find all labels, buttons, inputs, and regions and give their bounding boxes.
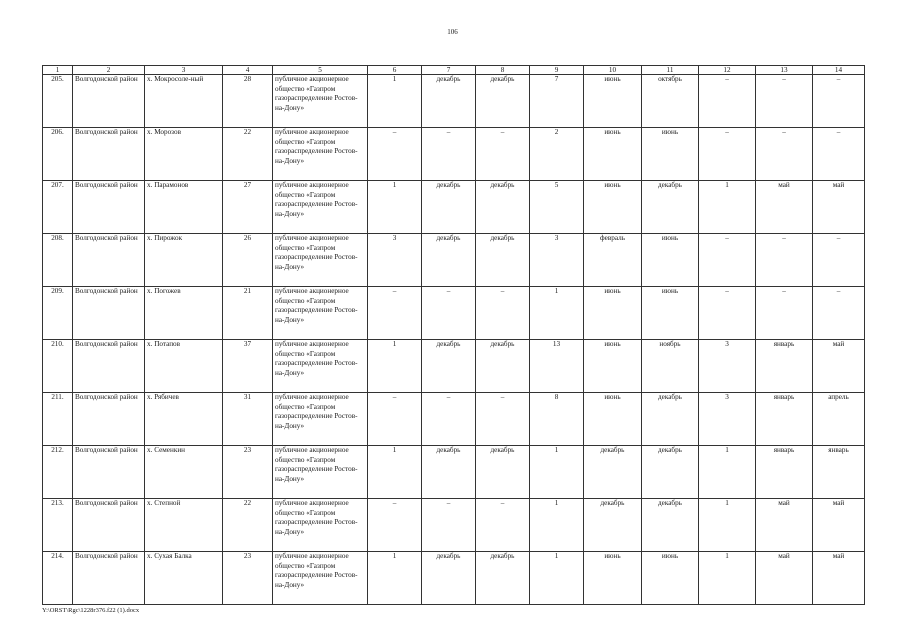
table-cell: 212. — [43, 446, 73, 499]
table-cell: январь — [756, 393, 813, 446]
table-cell: – — [756, 234, 813, 287]
table-cell: июнь — [584, 75, 642, 128]
table-cell: 28 — [223, 75, 273, 128]
table-cell: х. Семенкин — [145, 446, 223, 499]
table-cell: декабрь — [476, 234, 530, 287]
table-cell: 1 — [699, 181, 756, 234]
table-cell: июнь — [584, 181, 642, 234]
table-cell: Волгодонской район — [73, 181, 145, 234]
table-cell: июнь — [642, 234, 699, 287]
table-cell: май — [756, 552, 813, 605]
table-cell: 1 — [368, 340, 422, 393]
table-cell: – — [422, 128, 476, 181]
table-cell: публичное акционерное общество «Газпром газораспределение Ростов-на-Дону» — [273, 552, 368, 605]
table-cell: 3 — [368, 234, 422, 287]
table-cell: май — [756, 499, 813, 552]
table-cell: публичное акционерное общество «Газпром газораспределение Ростов-на-Дону» — [273, 128, 368, 181]
table-cell: 3 — [530, 234, 584, 287]
table-cell: – — [756, 287, 813, 340]
table-cell: публичное акционерное общество «Газпром газораспределение Ростов-на-Дону» — [273, 181, 368, 234]
table-cell: Волгодонской район — [73, 446, 145, 499]
table-cell: х. Степной — [145, 499, 223, 552]
table-cell: декабрь — [422, 340, 476, 393]
file-path-footer: Y:\ORST\Rgc\1228r376.f22 (1).docx — [42, 607, 140, 614]
table-cell: 213. — [43, 499, 73, 552]
table-cell: 1 — [530, 287, 584, 340]
table-row — [43, 552, 865, 605]
column-header: 10 — [584, 66, 642, 75]
table-cell: июнь — [584, 287, 642, 340]
table-cell: – — [699, 234, 756, 287]
table-cell: декабрь — [642, 393, 699, 446]
table-cell: 7 — [530, 75, 584, 128]
table-cell: х. Потапов — [145, 340, 223, 393]
table-cell: январь — [813, 446, 865, 499]
table-cell: май — [813, 499, 865, 552]
table-cell: декабрь — [476, 340, 530, 393]
table-cell: 22 — [223, 128, 273, 181]
table-cell: – — [422, 287, 476, 340]
table-cell: – — [813, 287, 865, 340]
table-cell: июнь — [584, 128, 642, 181]
table-cell: октябрь — [642, 75, 699, 128]
table-row — [43, 287, 865, 340]
table-cell: 1 — [699, 446, 756, 499]
table-cell: публичное акционерное общество «Газпром газораспределение Ростов-на-Дону» — [273, 234, 368, 287]
table-cell: 31 — [223, 393, 273, 446]
table-row — [43, 234, 865, 287]
table-cell: 13 — [530, 340, 584, 393]
table-cell: 1 — [530, 446, 584, 499]
table-cell: январь — [756, 446, 813, 499]
table-cell: декабрь — [642, 446, 699, 499]
column-header: 11 — [642, 66, 699, 75]
column-header: 8 — [476, 66, 530, 75]
table-cell: Волгодонской район — [73, 287, 145, 340]
table-cell: декабрь — [422, 75, 476, 128]
table-cell: май — [813, 552, 865, 605]
column-header: 13 — [756, 66, 813, 75]
table-cell: май — [813, 340, 865, 393]
table-cell: 1 — [368, 552, 422, 605]
table-cell: – — [368, 393, 422, 446]
table-cell: декабрь — [422, 552, 476, 605]
table-cell: – — [476, 287, 530, 340]
table-cell: Волгодонской район — [73, 552, 145, 605]
table-cell: публичное акционерное общество «Газпром газораспределение Ростов-на-Дону» — [273, 499, 368, 552]
table-cell: 26 — [223, 234, 273, 287]
table-cell: декабрь — [422, 234, 476, 287]
table-cell: декабрь — [476, 446, 530, 499]
table-cell: февраль — [584, 234, 642, 287]
table-cell: публичное акционерное общество «Газпром газораспределение Ростов-на-Дону» — [273, 446, 368, 499]
table-cell: – — [422, 393, 476, 446]
column-header: 3 — [145, 66, 223, 75]
column-header: 2 — [73, 66, 145, 75]
table-cell: публичное акционерное общество «Газпром газораспределение Ростов-на-Дону» — [273, 287, 368, 340]
table-row — [43, 181, 865, 234]
table-cell: декабрь — [422, 181, 476, 234]
table-cell: – — [476, 128, 530, 181]
table-cell: июнь — [642, 128, 699, 181]
table-cell: – — [368, 128, 422, 181]
table-row — [43, 393, 865, 446]
table-cell: июнь — [584, 552, 642, 605]
table-cell: июнь — [642, 552, 699, 605]
table-row — [43, 499, 865, 552]
table-cell: декабрь — [476, 181, 530, 234]
table-cell: декабрь — [584, 446, 642, 499]
table-cell: – — [756, 128, 813, 181]
table-cell: 23 — [223, 552, 273, 605]
table-cell: 3 — [699, 340, 756, 393]
table-cell: Волгодонской район — [73, 499, 145, 552]
table-cell: публичное акционерное общество «Газпром газораспределение Ростов-на-Дону» — [273, 75, 368, 128]
table-cell: 205. — [43, 75, 73, 128]
table-cell: х. Пирожок — [145, 234, 223, 287]
table-cell: январь — [756, 340, 813, 393]
column-header: 5 — [273, 66, 368, 75]
table-cell: 1 — [699, 552, 756, 605]
table-cell: х. Сухая Балка — [145, 552, 223, 605]
table-cell: декабрь — [476, 75, 530, 128]
table-cell: 1 — [530, 552, 584, 605]
table-cell: 211. — [43, 393, 73, 446]
table-cell: 22 — [223, 499, 273, 552]
column-header: 4 — [223, 66, 273, 75]
table-cell: – — [368, 287, 422, 340]
table-cell: публичное акционерное общество «Газпром газораспределение Ростов-на-Дону» — [273, 393, 368, 446]
table-cell: июнь — [642, 287, 699, 340]
table-cell: Волгодонской район — [73, 340, 145, 393]
table-cell: 1 — [368, 75, 422, 128]
table-cell: июнь — [584, 393, 642, 446]
table-cell: 3 — [699, 393, 756, 446]
table-cell: 27 — [223, 181, 273, 234]
column-header: 9 — [530, 66, 584, 75]
table-cell: 208. — [43, 234, 73, 287]
table-cell: 1 — [699, 499, 756, 552]
table-cell: декабрь — [584, 499, 642, 552]
table-cell: – — [699, 75, 756, 128]
table-cell: май — [756, 181, 813, 234]
table-cell: – — [813, 75, 865, 128]
table-row — [43, 128, 865, 181]
table-cell: декабрь — [476, 552, 530, 605]
table-cell: июнь — [584, 340, 642, 393]
table-cell: публичное акционерное общество «Газпром газораспределение Ростов-на-Дону» — [273, 340, 368, 393]
table-cell: – — [476, 393, 530, 446]
table-row — [43, 446, 865, 499]
table-cell: – — [813, 128, 865, 181]
table-cell: х. Мокросоле-ный — [145, 75, 223, 128]
table-row — [43, 340, 865, 393]
table-cell: декабрь — [642, 499, 699, 552]
table-cell: ноябрь — [642, 340, 699, 393]
table-cell: Волгодонской район — [73, 393, 145, 446]
column-header: 6 — [368, 66, 422, 75]
column-header: 1 — [43, 66, 73, 75]
table-cell: – — [476, 499, 530, 552]
table-cell: 206. — [43, 128, 73, 181]
table-cell: Волгодонской район — [73, 75, 145, 128]
table-cell: 5 — [530, 181, 584, 234]
column-header: 7 — [422, 66, 476, 75]
table-cell: Волгодонской район — [73, 234, 145, 287]
table-cell: 1 — [530, 499, 584, 552]
table-cell: – — [813, 234, 865, 287]
table-cell: 8 — [530, 393, 584, 446]
table-cell: 214. — [43, 552, 73, 605]
table-cell: май — [813, 181, 865, 234]
table-row — [43, 75, 865, 128]
column-header: 14 — [813, 66, 865, 75]
table-cell: 21 — [223, 287, 273, 340]
table-cell: х. Парамонов — [145, 181, 223, 234]
table-cell: – — [368, 499, 422, 552]
table-cell: – — [699, 287, 756, 340]
table-cell: 1 — [368, 181, 422, 234]
schedule-table — [42, 65, 865, 605]
page-number: 106 — [447, 28, 458, 36]
table-cell: 23 — [223, 446, 273, 499]
table-cell: х. Морозов — [145, 128, 223, 181]
table-cell: декабрь — [422, 446, 476, 499]
table-cell: х. Погожев — [145, 287, 223, 340]
table-cell: 209. — [43, 287, 73, 340]
table-cell: – — [422, 499, 476, 552]
table-cell: 210. — [43, 340, 73, 393]
table-cell: – — [756, 75, 813, 128]
table-cell: декабрь — [642, 181, 699, 234]
table-cell: 1 — [368, 446, 422, 499]
table-cell: х. Рябичев — [145, 393, 223, 446]
table-cell: – — [699, 128, 756, 181]
table-cell: 37 — [223, 340, 273, 393]
column-header: 12 — [699, 66, 756, 75]
table-cell: апрель — [813, 393, 865, 446]
table-cell: 207. — [43, 181, 73, 234]
table-header-row — [43, 66, 865, 75]
table-cell: Волгодонской район — [73, 128, 145, 181]
table-cell: 2 — [530, 128, 584, 181]
